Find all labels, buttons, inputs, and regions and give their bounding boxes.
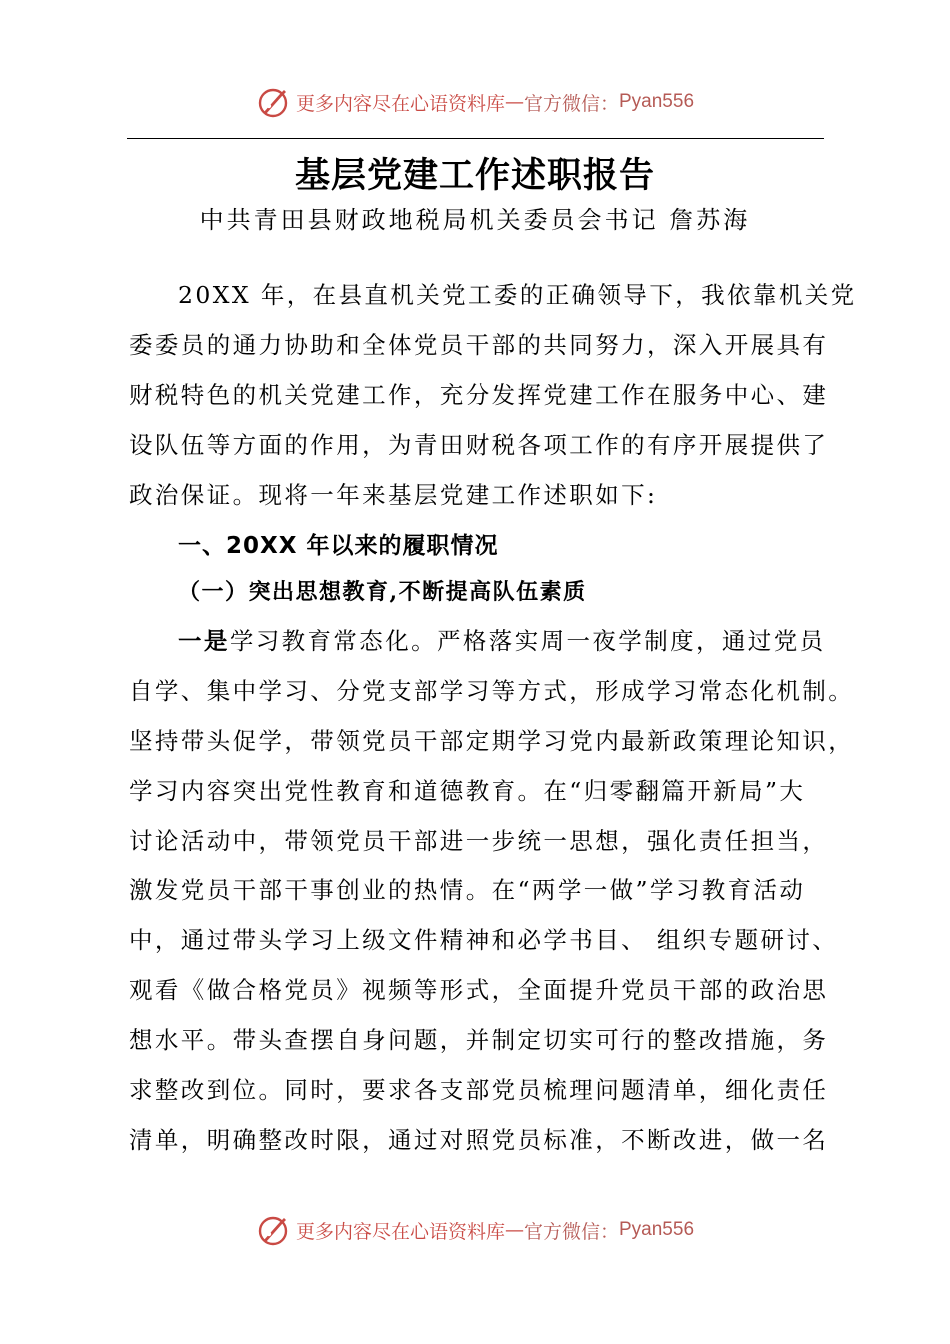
- paragraph-line: 委委员的通力协助和全体党员干部的共同努力，深入开展具有: [129, 331, 829, 359]
- watermark-header: [0, 82, 950, 122]
- paragraph-line: 财税特色的机关党建工作，充分发挥党建工作在服务中心、建: [129, 381, 829, 409]
- subsection-heading: （一）突出思想教育,不断提高队伍素质: [178, 579, 587, 605]
- document-subtitle: 中共青田县财政地税局机关委员会书记 詹苏海: [199, 206, 751, 234]
- paragraph-line: 清单，明确整改时限，通过对照党员标准，不断改进，做一名: [129, 1126, 829, 1154]
- document-title: 基层党建工作述职报告: [294, 155, 655, 196]
- watermark-brand: 更多内容尽在心语资料库: [295, 1220, 505, 1243]
- watermark-footer: [0, 1210, 950, 1250]
- watermark-id: Pyan556: [619, 1219, 695, 1240]
- paragraph-line: 设队伍等方面的作用，为青田财税各项工作的有序开展提供了: [129, 431, 829, 459]
- watermark-channel: 官方微信：: [523, 92, 619, 115]
- paragraph-line: 中，通过带头学习上级文件精神和必学书目、 组织专题研讨、: [129, 926, 839, 954]
- paragraph-line: 想水平。带头查摆自身问题，并制定切实可行的整改措施，务: [129, 1026, 829, 1054]
- watermark-separator: —: [504, 1219, 524, 1241]
- paragraph-line: 坚持带头促学，带领党员干部定期学习党内最新政策理论知识，: [129, 727, 855, 755]
- paragraph-line: 求整改到位。同时，要求各支部党员梳理问题清单，细化责任: [129, 1076, 829, 1104]
- paragraph-line: 讨论活动中，带领党员干部进一步统一思想，强化责任担当，: [129, 827, 829, 855]
- paragraph-line: 观看《做合格党员》视频等形式，全面提升党员干部的政治思: [129, 976, 829, 1004]
- watermark-channel: 官方微信：: [523, 1220, 619, 1243]
- paragraph-line: 学习内容突出党性教育和道德教育。在“归零翻篇开新局”大: [129, 777, 806, 805]
- section-heading: 一、20XX 年以来的履职情况: [178, 533, 499, 559]
- watermark-separator: —: [504, 91, 524, 113]
- paragraph-line: 政治保证。现将一年来基层党建工作述职如下:: [129, 481, 658, 509]
- paragraph-line: [129, 626, 878, 656]
- paragraph-line: 20XX 年，在县直机关党工委的正确领导下，我依靠机关党: [178, 281, 857, 309]
- paragraph-line: 自学、集中学习、分党支部学习等方式，形成学习常态化机制。: [129, 677, 855, 705]
- pen-nib-circle-icon: [256, 84, 292, 120]
- header-divider: [127, 138, 824, 139]
- paragraph-lead: 一是: [178, 627, 230, 655]
- paragraph-line: 激发党员干部干事创业的热情。在“两学一做”学习教育活动: [129, 876, 806, 904]
- watermark-brand: 更多内容尽在心语资料库: [295, 92, 505, 115]
- pen-nib-circle-icon: [256, 1212, 292, 1248]
- paragraph-first-text: 学习教育常态化。严格落实周一夜学制度，通过党员: [229, 627, 826, 655]
- watermark-id: Pyan556: [619, 91, 695, 112]
